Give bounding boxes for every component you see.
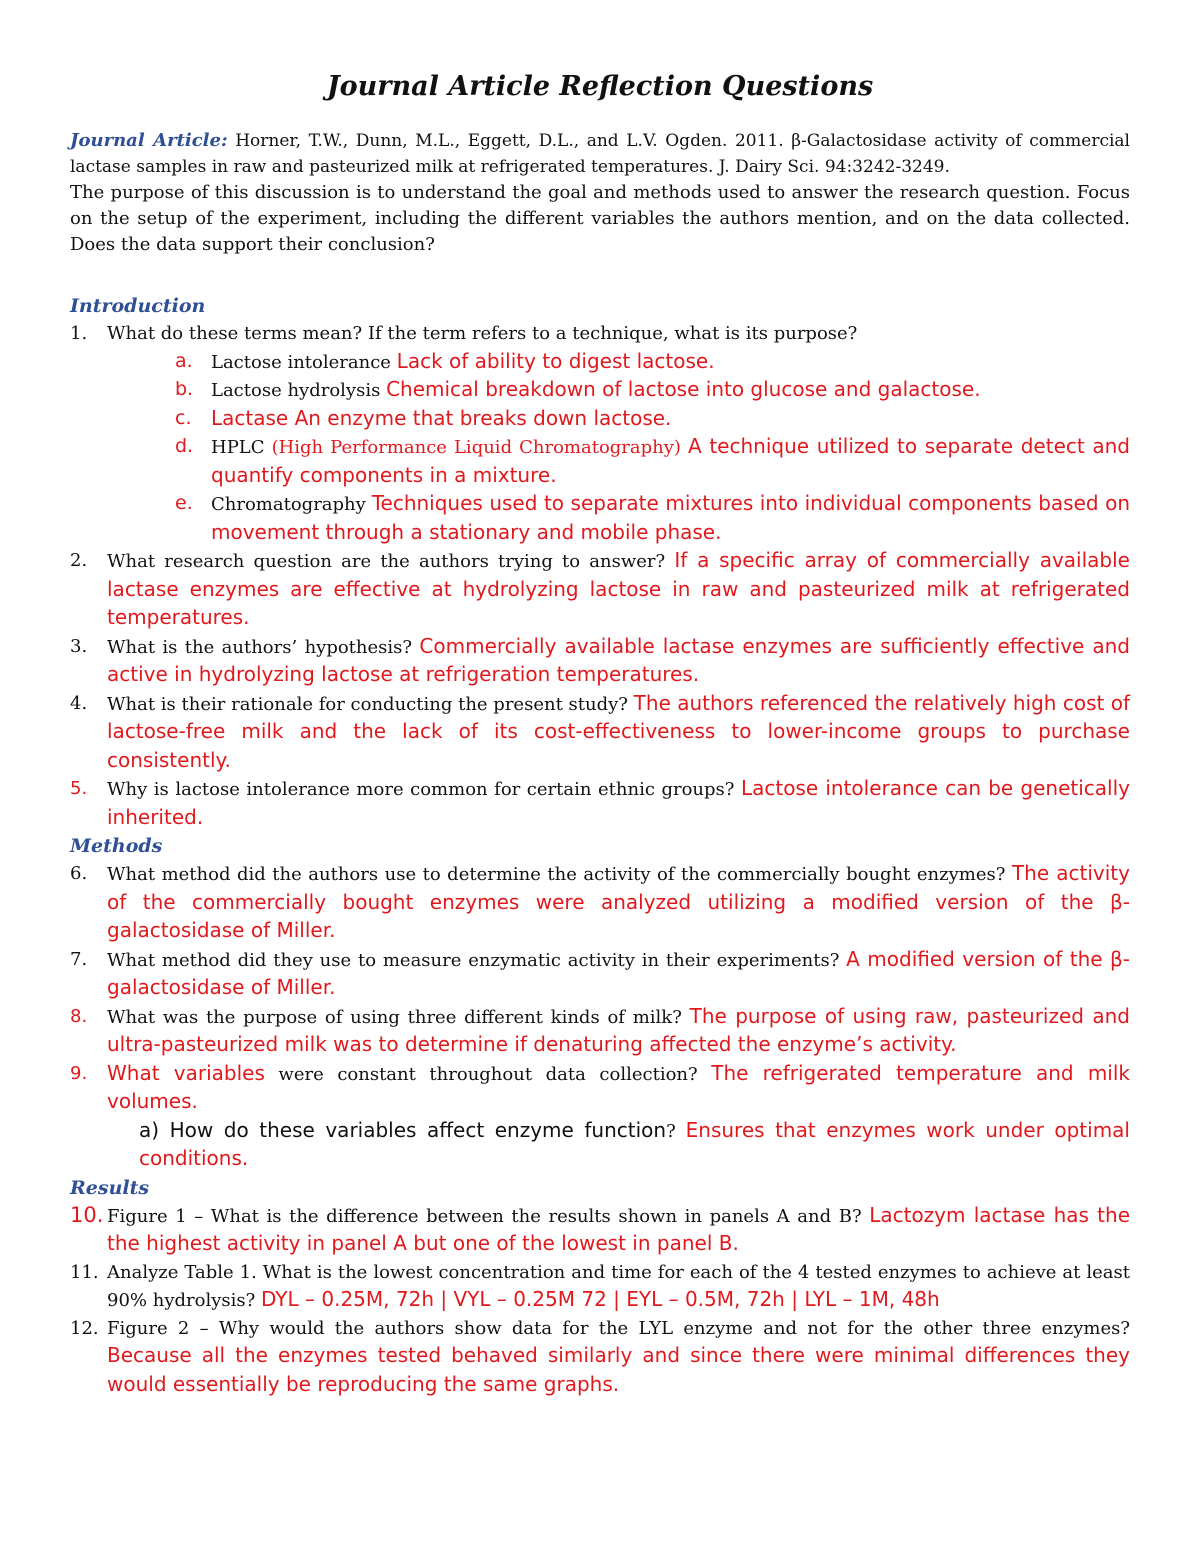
question-number: 11. — [70, 1261, 99, 1283]
journal-article-label: Journal Article: — [70, 130, 228, 151]
question-number: 2. — [70, 550, 88, 571]
term-label: Lactose hydrolysis — [211, 380, 387, 401]
answer-text: The authors referenced the relatively high cost of lactose-free milk and the lack of its cost-effectiveness to lower-income groups to purchase consistently. — [107, 690, 1130, 772]
question-number: 3. — [70, 635, 88, 657]
question-number: 7. — [70, 948, 88, 970]
sub-question-mark: ? — [666, 1120, 686, 1142]
question-text: What was the purpose of using three different kinds of milk? — [107, 1006, 690, 1028]
sub-label: a) — [139, 1117, 160, 1142]
question-text: Figure 2 – Why would the authors show data for the LYL enzyme and not for the other three enzymes? — [107, 1317, 1130, 1339]
citation: Horner, T.W., Dunn, M.L., Eggett, D.L., and L.V. Ogden. 2011. β-Galactosidase activity of commercial lactase samples in raw and pasteurized milk at refrigerated temperatures. J. Dairy Sci. 94:3242-3249. — [70, 131, 1130, 177]
term-a — [70, 348, 1130, 377]
term-e — [70, 490, 1130, 547]
question-text: Figure 1 – What is the difference between the results shown in panels A and B? — [107, 1205, 870, 1227]
term-answer: Chemical breakdown of lactose into glucose and galactose. — [386, 377, 981, 401]
question-text: What research question are the authors trying to answer? — [107, 551, 675, 572]
question-lead: What variables — [107, 1060, 265, 1085]
answer-text: Lactozym lactase has the the highest activity in panel A but one of the lowest in panel B. — [107, 1202, 1130, 1255]
section-heading-methods: Methods — [70, 835, 163, 857]
sub-question-text: How do these variables affect enzyme function — [159, 1117, 667, 1142]
question-number: 12. — [70, 1317, 99, 1339]
question-number: 4. — [70, 692, 88, 714]
intro-paragraph — [70, 128, 1130, 258]
answer-text: A modified version of the β-galactosidase of Miller. — [107, 946, 1130, 999]
question-8 — [70, 1003, 1130, 1060]
term-label: Chromatography — [211, 494, 372, 515]
term-answer: Lack of ability to digest lactose. — [396, 348, 715, 373]
question-number: 9. — [70, 1062, 88, 1084]
question-4 — [70, 690, 1130, 776]
answer-text: Because all the enzymes tested behaved similarly and since there were minimal differences they would essentially be reproducing the same graphs. — [107, 1343, 1130, 1396]
question-text: were constant throughout data collection? — [264, 1063, 712, 1085]
term-expansion: (High Performance Liquid Chromatography) — [271, 437, 688, 458]
question-3 — [70, 633, 1130, 690]
question-number: 10. — [70, 1202, 104, 1227]
answer-text: The purpose of using raw, pasteurized and ultra-pasteurized milk was to determine if denaturing affected the enzyme’s activity. — [107, 1003, 1131, 1056]
term-c — [70, 405, 1130, 434]
question-1 — [70, 320, 1130, 348]
question-text: What method did they use to measure enzymatic activity in their experiments? — [107, 949, 847, 971]
section-heading-introduction: Introduction — [70, 295, 206, 317]
question-text: Analyze Table 1. What is the lowest concentration and time for each of the 4 tested enzymes to achieve at least 90% hydrolysis? — [107, 1261, 1130, 1311]
term-answer: A technique utilized to separate detect and quantify components in a mixture. — [211, 434, 1131, 487]
term-label: Lactase — [211, 405, 295, 430]
question-9 — [70, 1060, 1130, 1117]
answer-text: Commercially available lactase enzymes are sufficiently effective and active in hydrolyzing lactose at refrigeration temperatures. — [107, 633, 1130, 686]
term-letter: a. — [175, 349, 193, 372]
answer-text: Lactose intolerance can be genetically inherited. — [107, 776, 1130, 829]
question-7 — [70, 946, 1130, 1003]
question-number: 5. — [70, 778, 88, 799]
question-text: Why is lactose intolerance more common for certain ethnic groups? — [107, 779, 741, 800]
term-label: HPLC — [211, 437, 272, 458]
question-text: What method did the authors use to determine the activity of the commercially bought enzymes? — [107, 864, 1012, 885]
question-text: What is the authors’ hypothesis? — [107, 636, 420, 658]
question-number: 6. — [70, 863, 88, 884]
question-5 — [70, 775, 1130, 832]
term-letter: b. — [175, 378, 194, 400]
question-text: What do these terms mean? If the term refers to a technique, what is its purpose? — [107, 323, 858, 344]
answer-text: If a specific array of commercially available lactase enzymes are effective at hydrolyzing lactose in raw and pasteurized milk at refrigerated temperatures. — [107, 548, 1130, 629]
question-text: What is their rationale for conducting the present study? — [107, 693, 634, 715]
answer-text: Ensures that enzymes work under optimal conditions. — [139, 1117, 1130, 1170]
question-11 — [70, 1259, 1130, 1315]
term-letter: d. — [175, 435, 194, 457]
answer-text: DYL – 0.25M, 72h | VYL – 0.25M 72 | EYL – 0.5M, 72h | LYL – 1M, 48h — [260, 1287, 940, 1311]
document-page — [70, 70, 1130, 1399]
term-b — [70, 376, 1130, 405]
purpose-text: The purpose of this discussion is to understand the goal and methods used to answer the research question. Focus on the setup of the experiment, including the different variables the authors mention, and on the data collected. Does the data support their conclusion? — [70, 182, 1130, 255]
term-letter: c. — [175, 406, 192, 429]
question-6 — [70, 860, 1130, 946]
term-answer: Techniques used to separate mixtures into individual components based on movement through a stationary and mobile phase. — [211, 491, 1131, 544]
term-d — [70, 433, 1130, 490]
term-letter: e. — [175, 492, 193, 514]
question-number: 8. — [70, 1005, 88, 1027]
page-title: Journal Article Reflection Questions — [326, 71, 874, 102]
question-2 — [70, 547, 1130, 633]
question-9-sub-a — [70, 1117, 1130, 1174]
question-12 — [70, 1315, 1130, 1400]
question-10 — [70, 1202, 1130, 1259]
term-label: Lactose intolerance — [211, 351, 397, 373]
term-answer: An enzyme that breaks down lactose. — [294, 405, 672, 430]
answer-text: The activity of the commercially bought enzymes were analyzed utilizing a modified version of the β-galactosidase of Miller. — [107, 861, 1130, 942]
answer-text: The refrigerated temperature and milk volumes. — [107, 1060, 1130, 1113]
question-number: 1. — [70, 323, 88, 344]
section-heading-results: Results — [70, 1176, 150, 1199]
